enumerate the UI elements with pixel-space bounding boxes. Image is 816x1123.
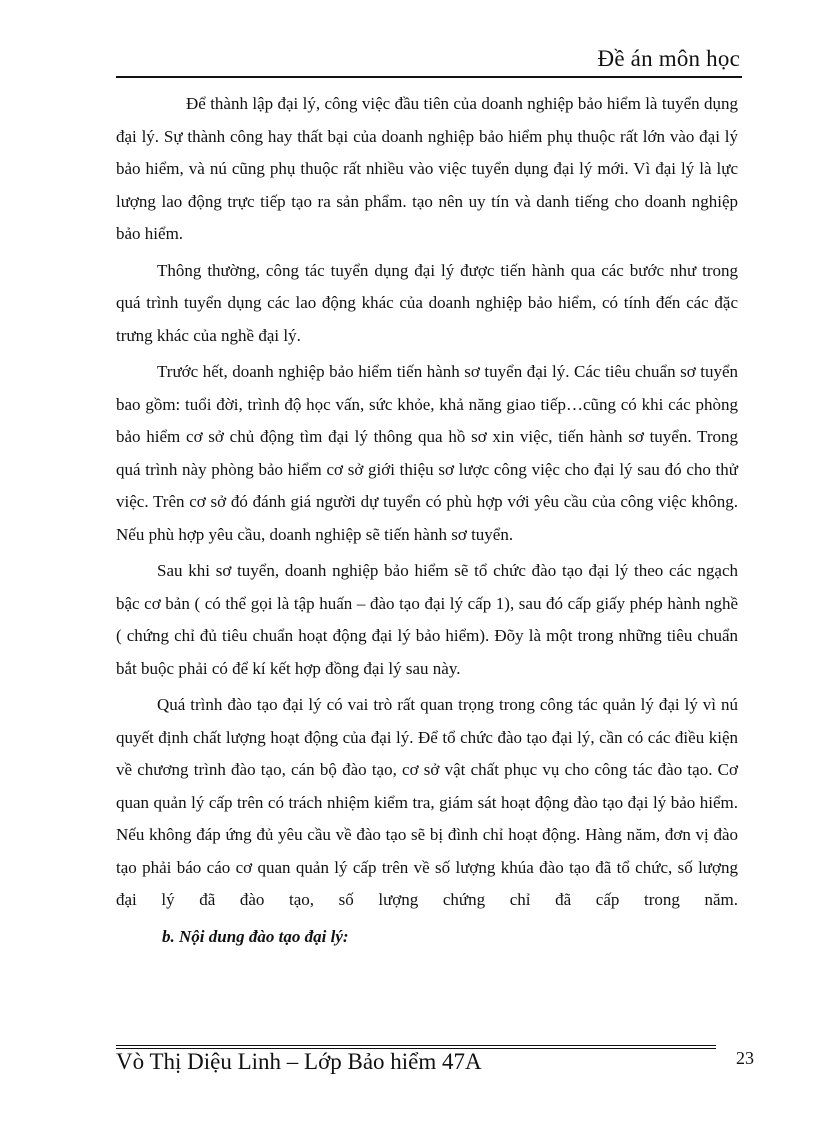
paragraph-training-license: Sau khi sơ tuyển, doanh nghiệp bảo hiểm sẽ tổ chức đào tạo đại lý theo các ngạch bậc cơ bản ( có thể gọi là tập huấn – đào tạo đại lý cấp 1), sau đó cấp giấy phép hành nghề ( chứng chỉ đủ tiêu chuẩn hoạt động đại lý bảo hiểm). Đõy là một trong những tiêu chuẩn bắt buộc phải có để kí kết hợp đồng đại lý sau này. — [116, 561, 738, 678]
paragraph-recruitment-intro: Để thành lập đại lý, công việc đầu tiên của doanh nghiệp bảo hiểm là tuyển dụng đại lý. Sự thành công hay thất bại của doanh nghiệp bảo hiểm phụ thuộc rất lớn vào đại lý bảo hiểm, và nú cũng phụ thuộc rất nhiều vào việc tuyển dụng đại lý mới. Vì đại lý là lực lượng lao động trực tiếp tạo ra sản phẩm. tạo nên uy tín và danh tiếng cho doanh nghiệp bảo hiểm. — [116, 94, 738, 243]
paragraph-preselection: Trước hết, doanh nghiệp bảo hiểm tiến hành sơ tuyển đại lý. Các tiêu chuẩn sơ tuyển bao gồm: tuổi đời, trình độ học vấn, sức khỏe, khả năng giao tiếp…cũng có khi các phòng bảo hiểm cơ sở chủ động tìm đại lý thông qua hồ sơ xin việc, tiến hành sơ tuyển. Trong quá trình này phòng bảo hiểm cơ sở giới thiệu sơ lược công việc cho đại lý sau đó cho thử việc. Trên cơ sở đó đánh giá người dự tuyển có phù hợp với yêu cầu của công việc không. Nếu phù hợp yêu cầu, doanh nghiệp sẽ tiến hành sơ tuyển. — [116, 362, 738, 544]
header-divider — [116, 76, 742, 78]
page-header-title: Đề án môn học — [597, 46, 740, 71]
footer-author: Vò Thị Diệu Linh – Lớp Bảo hiểm 47A — [116, 1049, 482, 1074]
paragraph-recruitment-process: Thông thường, công tác tuyển dụng đại lý được tiến hành qua các bước như trong quá trình tuyển dụng các lao động khác của doanh nghiệp bảo hiểm, có tính đến các đặc trưng khác của nghề đại lý. — [116, 260, 738, 345]
section-subheading: b. Nội dung đào tạo đại lý: — [162, 926, 349, 946]
paragraph-training-role: Quá trình đào tạo đại lý có vai trò rất quan trọng trong công tác quản lý đại lý vì nú quyết định chất lượng hoạt động của đại lý. Để tổ chức đào tạo đại lý, cần có các điều kiện về chương trình đào tạo, cán bộ đào tạo, cơ sở vật chất phục vụ cho công tác đào tạo. Cơ quan quản lý cấp trên có trách nhiệm kiểm tra, giám sát hoạt động đào tạo đại lý bảo hiểm. Nếu không đáp ứng đủ yêu cầu về đào tạo sẽ bị đình chỉ hoạt động. Hàng năm, đơn vị đào tạo phải báo cáo cơ quan quản lý cấp trên về số lượng khúa đào tạo đã tổ chức, số lượng đại lý đã đào tạo, số lượng chứng chỉ đã cấp trong năm. — [116, 695, 738, 909]
document-body — [116, 88, 738, 953]
page-number: 23 — [736, 1048, 754, 1068]
